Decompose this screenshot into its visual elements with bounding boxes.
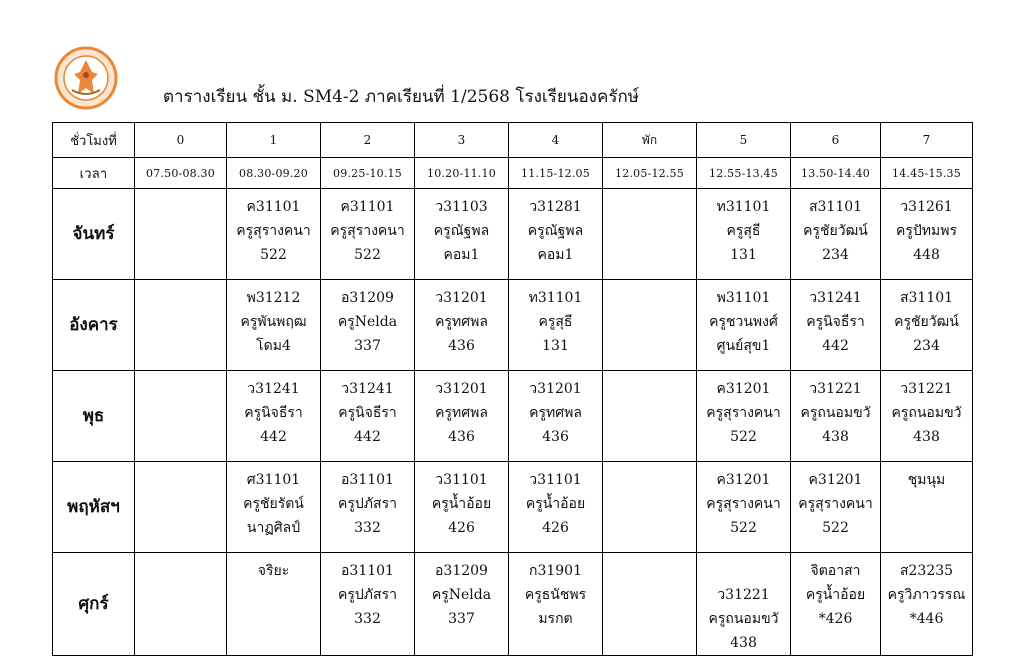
cell-line: ก31901 — [528, 563, 582, 579]
cell-line: 426 — [448, 520, 475, 536]
cell-line: 436 — [448, 338, 475, 354]
timetable-cell — [603, 280, 697, 371]
period-header: 6 — [791, 123, 881, 158]
timetable-cell — [791, 553, 881, 656]
cell-line: อ31209 — [341, 290, 394, 306]
cell-line: คอม1 — [537, 247, 574, 263]
timetable-cell — [697, 553, 791, 656]
cell-line: ค31201 — [716, 381, 771, 397]
cell-line: ครูชวนพงศ์ — [709, 314, 778, 330]
cell-line: ส31101 — [808, 199, 863, 215]
day-name: พฤหัสฯ — [53, 462, 135, 553]
time-cell: 09.25-10.15 — [321, 158, 415, 189]
cell-line: 234 — [913, 338, 940, 354]
period-header: 2 — [321, 123, 415, 158]
timetable-cell — [791, 371, 881, 462]
period-header: 4 — [509, 123, 603, 158]
cell-line: ครูชัยวัฒน์ — [894, 314, 959, 330]
cell-line: ครูชัยวัฒน์ — [803, 223, 868, 239]
timetable-cell — [509, 553, 603, 656]
period-header: 7 — [881, 123, 973, 158]
cell-line: ค31101 — [340, 199, 395, 215]
cell-line: ครูน้ำอ้อย — [431, 496, 492, 512]
cell-line: ครูปภัสรา — [338, 496, 397, 512]
header-row — [53, 123, 973, 158]
cell-line: 442 — [260, 429, 287, 445]
cell-line: 522 — [730, 520, 757, 536]
timetable-cell — [321, 371, 415, 462]
period-header: 1 — [227, 123, 321, 158]
timetable-cell — [227, 553, 321, 656]
timetable-cell — [509, 462, 603, 553]
cell-line: ชุมนุม — [907, 472, 946, 488]
timetable-cell — [509, 189, 603, 280]
cell-line: ว31103 — [435, 199, 488, 215]
cell-line: 332 — [354, 611, 381, 627]
timetable-cell — [881, 280, 973, 371]
cell-line: ครูนิจธีรา — [338, 405, 397, 421]
cell-line: 426 — [542, 520, 569, 536]
cell-line: 436 — [542, 429, 569, 445]
cell-line: อ31101 — [341, 563, 394, 579]
timetable-cell — [135, 553, 227, 656]
cell-line: ค31101 — [246, 199, 301, 215]
timetable-cell — [227, 462, 321, 553]
timetable-cell — [415, 280, 509, 371]
timetable-cell — [603, 371, 697, 462]
day-row — [53, 280, 973, 371]
cell-line: จริยะ — [257, 563, 290, 579]
time-cell: 10.20-11.10 — [415, 158, 509, 189]
timetable-cell — [321, 280, 415, 371]
timetable-cell — [881, 553, 973, 656]
cell-line: ว31101 — [529, 472, 582, 488]
timetable-cell — [881, 371, 973, 462]
cell-line: ครูนิจธีรา — [806, 314, 865, 330]
cell-line: ศ31101 — [246, 472, 301, 488]
timetable-cell — [415, 553, 509, 656]
cell-line: ศูนย์สุข1 — [716, 338, 771, 354]
cell-line: 131 — [730, 247, 757, 263]
cell-line: ว31241 — [247, 381, 300, 397]
cell-line: ท31101 — [716, 199, 771, 215]
day-row — [53, 553, 973, 656]
timetable-cell — [881, 189, 973, 280]
period-header: 5 — [697, 123, 791, 158]
timetable-cell — [603, 462, 697, 553]
cell-line: ครูสุธี — [538, 314, 573, 330]
cell-line: ครูสุรางคนา — [706, 496, 781, 512]
timetable-cell — [881, 462, 973, 553]
timetable-cell — [135, 371, 227, 462]
timetable-cell — [509, 371, 603, 462]
cell-line: ครูปภัสรา — [338, 587, 397, 603]
day-name: พุธ — [53, 371, 135, 462]
period-header: 0 — [135, 123, 227, 158]
cell-line: ครูสุรางคนา — [236, 223, 311, 239]
cell-line: ครูปัทมพร — [896, 223, 957, 239]
timetable-cell — [791, 189, 881, 280]
time-row — [53, 158, 973, 189]
cell-line: ว31101 — [435, 472, 488, 488]
cell-line: ว31241 — [341, 381, 394, 397]
timetable-cell — [509, 280, 603, 371]
cell-line: ส31101 — [899, 290, 954, 306]
time-cell: 13.50-14.40 — [791, 158, 881, 189]
cell-line: พ31101 — [716, 290, 771, 306]
timetable-cell — [697, 371, 791, 462]
timetable-cell — [321, 462, 415, 553]
cell-line: 337 — [448, 611, 475, 627]
cell-line: ครูนิจธีรา — [244, 405, 303, 421]
cell-line: ค31201 — [808, 472, 863, 488]
timetable-cell — [791, 280, 881, 371]
cell-line: ครูพันพฤฒ — [240, 314, 307, 330]
timetable-cell — [321, 189, 415, 280]
cell-line: จิตอาสา — [810, 563, 861, 579]
cell-line: ครูNelda — [431, 587, 492, 603]
time-cell: 07.50-08.30 — [135, 158, 227, 189]
cell-line: ครูณัฐพล — [527, 223, 584, 239]
cell-line: 438 — [730, 635, 757, 651]
cell-line: ว31241 — [809, 290, 862, 306]
day-name: ศุกร์ — [53, 553, 135, 656]
timetable-cell — [791, 462, 881, 553]
cell-line: 448 — [913, 247, 940, 263]
cell-line: พ31212 — [246, 290, 301, 306]
cell-line: ว31221 — [900, 381, 953, 397]
cell-line: ครูธนัชพร — [524, 587, 587, 603]
cell-line: ท31101 — [528, 290, 583, 306]
cell-line: ว31281 — [529, 199, 582, 215]
cell-line: ครูถนอมขวั — [708, 611, 779, 627]
cell-line: ครูถนอมขวั — [891, 405, 962, 421]
cell-line: ครูสุรางคนา — [706, 405, 781, 421]
cell-line: 436 — [448, 429, 475, 445]
cell-line: ครูสุธี — [726, 223, 761, 239]
cell-line: คอม1 — [443, 247, 480, 263]
cell-line: โดม4 — [256, 338, 291, 354]
cell-line: 522 — [354, 247, 381, 263]
cell-line: ว31201 — [435, 381, 488, 397]
timetable — [52, 122, 973, 656]
cell-line: ครูNelda — [337, 314, 398, 330]
period-header: 3 — [415, 123, 509, 158]
timetable-cell — [415, 462, 509, 553]
cell-line: ครูถนอมขวั — [800, 405, 871, 421]
timetable-cell — [227, 371, 321, 462]
cell-line: *446 — [909, 611, 944, 627]
day-row — [53, 462, 973, 553]
timetable-cell — [135, 189, 227, 280]
cell-line: 234 — [822, 247, 849, 263]
cell-line: *426 — [818, 611, 853, 627]
cell-line: มรกต — [538, 611, 573, 627]
cell-line: อ31101 — [341, 472, 394, 488]
timetable-cell — [321, 553, 415, 656]
cell-line: 337 — [354, 338, 381, 354]
page-title: ตารางเรียน ชั้น ม. SM4-2 ภาคเรียนที่ 1/2568 โรงเรียนองครักษ์ — [163, 87, 639, 107]
header-label: ชั่วโมงที่ — [53, 123, 135, 158]
day-name: อังคาร — [53, 280, 135, 371]
cell-line: 438 — [822, 429, 849, 445]
time-cell: 12.05-12.55 — [603, 158, 697, 189]
cell-line: ครูณัฐพล — [433, 223, 490, 239]
cell-line — [697, 559, 790, 583]
cell-line: ว31261 — [900, 199, 953, 215]
cell-line: ว31201 — [529, 381, 582, 397]
day-row — [53, 189, 973, 280]
time-cell: 11.15-12.05 — [509, 158, 603, 189]
timetable-cell — [697, 462, 791, 553]
day-name: จันทร์ — [53, 189, 135, 280]
cell-line: ส23235 — [899, 563, 954, 579]
cell-line: นาฏศิลป์ — [246, 520, 301, 536]
cell-line: ครูทศพล — [529, 405, 582, 421]
cell-line: 131 — [542, 338, 569, 354]
timetable-cell — [603, 189, 697, 280]
school-logo — [52, 44, 142, 112]
day-row — [53, 371, 973, 462]
timetable-cell — [415, 371, 509, 462]
cell-line: ว31221 — [717, 587, 770, 603]
timetable-cell — [135, 462, 227, 553]
cell-line: ว31221 — [809, 381, 862, 397]
cell-line: อ31209 — [435, 563, 488, 579]
cell-line: ครูวิภาวรรณ — [887, 587, 966, 603]
timetable-cell — [227, 280, 321, 371]
timetable-cell — [603, 553, 697, 656]
timetable-cell — [135, 280, 227, 371]
cell-line: ครูน้ำอ้อย — [525, 496, 586, 512]
timetable-cell — [697, 189, 791, 280]
time-cell: 14.45-15.35 — [881, 158, 973, 189]
cell-line: ว31201 — [435, 290, 488, 306]
timetable-cell — [697, 280, 791, 371]
cell-line: ครูทศพล — [435, 405, 488, 421]
cell-line: 442 — [354, 429, 381, 445]
timetable-cell — [227, 189, 321, 280]
cell-line: 332 — [354, 520, 381, 536]
period-header: พัก — [603, 123, 697, 158]
time-cell: 08.30-09.20 — [227, 158, 321, 189]
cell-line: ค31201 — [716, 472, 771, 488]
cell-line: ครูทศพล — [435, 314, 488, 330]
cell-line: 522 — [822, 520, 849, 536]
cell-line: ครูชัยรัตน์ — [243, 496, 304, 512]
time-cell: 12.55-13.45 — [697, 158, 791, 189]
cell-line: 522 — [730, 429, 757, 445]
cell-line: ครูสุรางคนา — [330, 223, 405, 239]
cell-line: ครูน้ำอ้อย — [805, 587, 866, 603]
cell-line: 438 — [913, 429, 940, 445]
cell-line: ครูสุรางคนา — [798, 496, 873, 512]
cell-line: 522 — [260, 247, 287, 263]
cell-line: 442 — [822, 338, 849, 354]
timetable-cell — [415, 189, 509, 280]
time-label: เวลา — [53, 158, 135, 189]
